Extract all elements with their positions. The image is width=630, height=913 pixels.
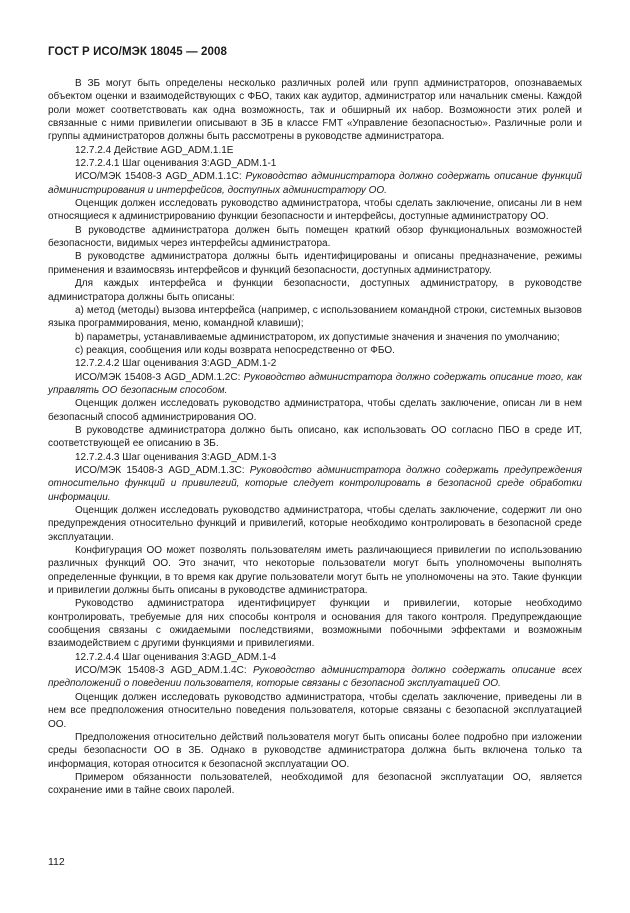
reference-code: ИСО/МЭК 15408-3 AGD_ADM.1.1C: <box>75 171 246 183</box>
paragraph: Оценщик должен исследовать руководство администратора, чтобы сделать заключение, содержит ли оно предупреждения относительно функций и привилегий, которые необходимо контролировать в безопасной среде эксплуатации. <box>48 505 582 543</box>
reference-quote: Руководство администратора должно содержать описание функций администрирования и интерфейсов, доступных администратору ОО. <box>48 171 582 196</box>
list-item: b) параметры, устанавливаемые администратором, их допустимые значения и значения по умолчанию; <box>75 331 560 343</box>
standard-reference <box>48 371 582 398</box>
reference-quote: Руководство администратора должно содержать описание того, как управлять ОО безопасным способом. <box>48 371 582 396</box>
running-header: ГОСТ Р ИСО/МЭК 18045 — 2008 <box>48 46 227 58</box>
reference-code: ИСО/МЭК 15408-3 AGD_ADM.1.2C: <box>75 371 244 383</box>
reference-code: ИСО/МЭК 15408-3 AGD_ADM.1.3C: <box>75 464 250 476</box>
page-number: 112 <box>48 856 65 868</box>
paragraph: Руководство администратора идентифицирует функции и привилегии, которые необходимо контролировать, требуемые для них способы контроля и основания для такого контроля. Предупреждающие сообщения связаны с ожидаемыми последствиями, возможными побочными эффектами и возможным взаимодействием с другими функциями и привилегиями. <box>48 598 582 650</box>
paragraph: Оценщик должен исследовать руководство администратора, чтобы сделать заключение, приведены ли в нем все предположения относительно поведения пользователя, которые связаны с безопасной эксплуатацией ОО. <box>48 691 582 730</box>
reference-quote: Руководство администратора должно содержать предупреждения относительно функций и привилегий, которые следует контролировать в безопасной среде обработки информации. <box>48 464 582 503</box>
section-heading: 12.7.2.4 Действие AGD_ADM.1.1E <box>75 144 234 156</box>
paragraph: Примером обязанности пользователей, необходимой для безопасной эксплуатации ОО, является сохранение ими в тайне своих паролей. <box>48 771 582 797</box>
step-heading: 12.7.2.4.1 Шаг оценивания 3:AGD_ADM.1-1 <box>75 158 277 170</box>
paragraph: Оценщик должен исследовать руководство администратора, чтобы сделать заключение, описан ли в нем безопасный способ администрирования ОО. <box>48 398 582 423</box>
paragraph: Для каждых интерфейса и функции безопасности, доступных администратору, в руководстве администратора должны быть описаны: <box>48 278 582 303</box>
list-item: с) реакция, сообщения или коды возврата непосредственно от ФБО. <box>75 344 395 356</box>
standard-reference <box>48 170 582 197</box>
list-item: а) метод (методы) вызова интерфейса (например, с использованием командной строки, системных вызовов языка программирования, меню, командной клавиши); <box>48 304 582 330</box>
paragraph: В руководстве администратора должно быть описано, как использовать ОО согласно ПБО в среде ИТ, соответствующей ее описанию в ЗБ. <box>48 424 582 450</box>
step-heading: 12.7.2.4.2 Шаг оценивания 3:AGD_ADM.1-2 <box>75 358 277 370</box>
standard-reference <box>48 664 582 691</box>
paragraph: В руководстве администратора должны быть идентифицированы и описаны предназначение, режимы применения и взаимосвязь интерфейсов и функций безопасности, доступных администратору. <box>48 251 582 276</box>
reference-code: ИСО/МЭК 15408-3 AGD_ADM.1.4C: <box>75 665 253 677</box>
paragraph: Оценщик должен исследовать руководство администратора, чтобы сделать заключение, описаны ли в нем относящиеся к администрированию функции безопасности и интерфейсы, доступные администратору ОО. <box>48 198 582 223</box>
paragraph: Предположения относительно действий пользователя могут быть описаны более подробно при изложении среды безопасности ОО в ЗБ. Однако в руководстве администратора должна быть включена только та информация, которая относится к безопасной эксплуатации ОО. <box>48 731 582 770</box>
paragraph: В ЗБ могут быть определены несколько различных ролей или групп администраторов, опознаваемых объектом оценки и взаимодействующих с ФБО, таких как аудитор, администратор или начальник смены. Каждой роли может соответствовать как одна возможность, так и обширный их набор. Возможности этих ролей и связанные с ними привилегии описывают в ЗБ в классе FMT «Управление безопасностью». Различные роли и группы администраторов должны быть рассмотрены в руководстве администратора. <box>48 78 582 143</box>
paragraph: В руководстве администратора должен быть помещен краткий обзор функциональных возможностей безопасности, видимых через интерфейсы администратора. <box>48 224 582 250</box>
step-heading: 12.7.2.4.3 Шаг оценивания 3:AGD_ADM.1-3 <box>75 451 277 463</box>
standard-reference <box>48 464 582 504</box>
reference-quote: Руководство администратора должно содержать описание всех предположений о поведении пользователя, которые связаны с безопасной эксплуатацией ОО. <box>48 665 582 690</box>
step-heading: 12.7.2.4.4 Шаг оценивания 3:AGD_ADM.1-4 <box>75 651 277 663</box>
paragraph: Конфигурация ОО может позволять пользователям иметь различающиеся привилегии по использованию различных функций ОО. Это значит, что некоторые пользователи могут быть уполномочены выполнять определенные функции, в то время как другие пользователи могут быть не уполномочены на это. Такие функции и привилегии должны быть описаны в руководстве администратора. <box>48 545 582 597</box>
body-text <box>48 77 582 798</box>
